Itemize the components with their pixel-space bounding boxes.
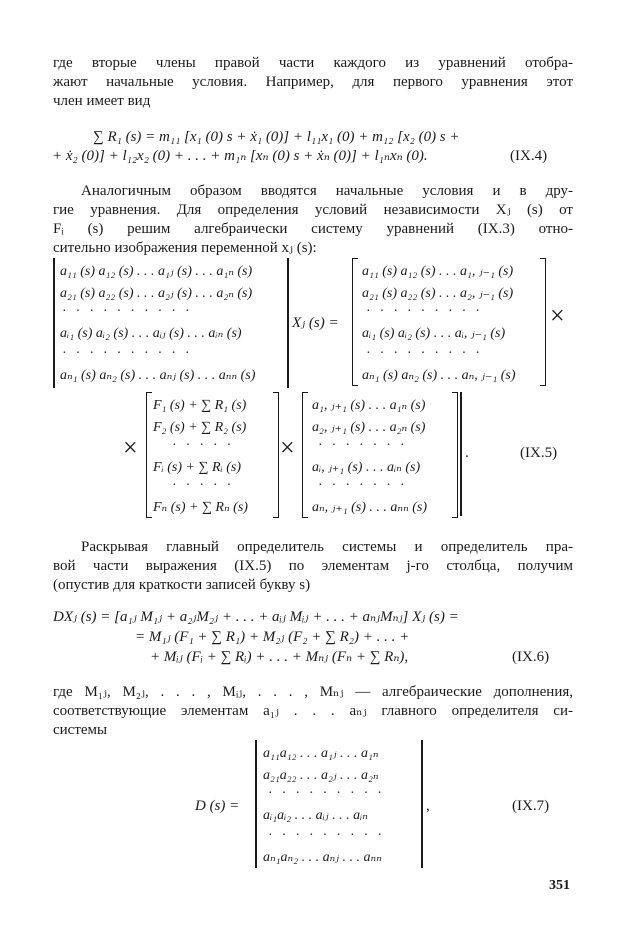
equation-number: (IX.4) <box>510 148 548 164</box>
text-line: сительно изображения переменной xⱼ (s): <box>53 240 317 256</box>
bracket-right <box>452 392 458 518</box>
text-line: гие уравнения. Для определения условий независимости Xⱼ (s) от <box>53 202 573 218</box>
matrix-dots-row: ······· <box>318 438 414 453</box>
matrix-row: aᵢ, ⱼ₊₁ (s) . . . aᵢₙ (s) <box>312 460 421 475</box>
determinant-bar-right <box>421 740 423 868</box>
paragraph-conditions <box>53 182 573 258</box>
equation-lhs: Xⱼ (s) = <box>292 315 339 331</box>
equation-number: (IX.7) <box>512 798 550 814</box>
matrix-row: a₂, ⱼ₊₁ (s) . . . a₂ₙ (s) <box>312 420 426 435</box>
equation-ix6-line1: DXⱼ (s) = [a₁ⱼ M₁ⱼ + a₂ⱼM₂ⱼ + . . . + aᵢⱼ Mᵢⱼ + . . . + aₙⱼMₙⱼ] Xⱼ (s) = <box>53 609 459 625</box>
determinant-bar-left <box>255 740 257 868</box>
vector-row: Fᵢ (s) + ∑ Rᵢ (s) <box>153 460 242 475</box>
page-number: 351 <box>549 878 570 893</box>
matrix-dots-row: ········· <box>268 828 391 843</box>
equation-number: (IX.6) <box>512 649 550 665</box>
bracket-left <box>302 392 308 518</box>
matrix-dots-row: ········· <box>268 786 391 801</box>
bracket-right <box>273 392 279 518</box>
determinant-bar-left <box>53 258 55 388</box>
text-line: Аналогичным образом вводятся начальные условия и в дру- <box>81 183 573 199</box>
matrix-dots-row: ······· <box>318 478 414 493</box>
matrix-row: a₂₁ (s) a₂₂ (s) . . . a₂, ⱼ₋₁ (s) <box>362 286 514 301</box>
matrix-row: a₁₁ (s) a₁₂ (s) . . . a₁ⱼ (s) . . . a₁ₙ (s) <box>60 264 253 279</box>
matrix-row: aₙ, ⱼ₊₁ (s) . . . aₙₙ (s) <box>312 500 428 515</box>
matrix-row: aₙ₁ (s) aₙ₂ (s) . . . aₙ, ⱼ₋₁ (s) <box>362 368 516 383</box>
bracket-left <box>352 258 358 386</box>
matrix-dots-row: ·········· <box>62 346 199 361</box>
text-line: где M₁ⱼ, M₂ⱼ, . . . , Mᵢⱼ, . . . , Mₙⱼ — алгебраические дополнения, <box>53 684 573 700</box>
matrix-row: aᵢ₁ (s) aᵢ₂ (s) . . . aᵢ, ⱼ₋₁ (s) <box>362 326 506 341</box>
paragraph-cofactors <box>53 683 573 740</box>
matrix-dots-row: ····· <box>172 478 241 493</box>
text-line: жают начальные условия. Например, для первого уравнения этот <box>53 74 573 90</box>
bracket-left <box>146 392 152 518</box>
equation-ix4-line1: ∑ R₁ (s) = m₁₁ [x₁ (0) s + ẋ₁ (0)] + l₁₁x₁ (0) + m₁₂ [x₂ (0) s + <box>93 129 460 145</box>
period: . <box>465 445 469 461</box>
text-line: вой части выражения (IX.5) по элементам j-го столбца, получим <box>53 558 573 574</box>
text-line: соответствующие элементам a₁ⱼ . . . aₙⱼ главного определителя си- <box>53 703 573 719</box>
paragraph-expansion <box>53 538 573 595</box>
matrix-row: a₂₁a₂₂ . . . a₂ⱼ . . . a₂ₙ <box>263 768 379 783</box>
matrix-row: aᵢ₁ (s) aᵢ₂ (s) . . . aᵢⱼ (s) . . . aᵢₙ (s) <box>60 326 242 341</box>
text-line: (опустив для краткости записей букву s) <box>53 577 311 593</box>
matrix-row: a₁₁ (s) a₁₂ (s) . . . a₁, ⱼ₋₁ (s) <box>362 264 514 279</box>
text-line: системы <box>53 722 108 738</box>
equation-ix6-line3: + Mᵢⱼ (Fᵢ + ∑ Rᵢ) + . . . + Mₙⱼ (Fₙ + ∑ Rₙ), <box>150 649 409 665</box>
matrix-row: aₙ₁aₙ₂ . . . aₙⱼ . . . aₙₙ <box>263 850 382 865</box>
matrix-row: a₁, ⱼ₊₁ (s) . . . a₁ₙ (s) <box>312 398 426 413</box>
text-line: член имеет вид <box>53 93 151 109</box>
equation-ix4-line2: + ẋ₂ (0)] + l₁₂x₂ (0) + . . . + m₁ₙ [xₙ (0) s + ẋₙ (0)] + l₁ₙxₙ (0). <box>52 148 428 164</box>
matrix-row: a₁₁a₁₂ . . . a₁ⱼ . . . a₁ₙ <box>263 746 379 761</box>
equation-comma: , <box>426 798 430 814</box>
matrix-dots-row: ········· <box>366 304 489 319</box>
matrix-row: aₙ₁ (s) aₙ₂ (s) . . . aₙⱼ (s) . . . aₙₙ (s) <box>60 368 256 383</box>
matrix-row: aᵢ₁aᵢ₂ . . . aᵢⱼ . . . aᵢₙ <box>263 808 368 823</box>
determinant-bar-right <box>287 258 289 388</box>
determinant-bar-right <box>460 392 462 516</box>
matrix-dots-row: ········· <box>366 346 489 361</box>
equation-ix6-line2: = M₁ⱼ (F₁ + ∑ R₁) + M₂ⱼ (F₂ + ∑ R₂) + . . . + <box>135 629 410 645</box>
vector-row: F₁ (s) + ∑ R₁ (s) <box>153 398 247 413</box>
text-line: где вторые члены правой части каждого из уравнений отобра- <box>53 55 573 71</box>
vector-row: Fₙ (s) + ∑ Rₙ (s) <box>153 500 248 515</box>
times-sign: × <box>123 433 138 462</box>
paragraph-intro <box>53 54 573 111</box>
text-line: Раскрывая главный определитель системы и определитель пра- <box>81 539 573 555</box>
text-line: Fᵢ (s) решим алгебраически систему уравнений (IX.3) отно- <box>53 221 573 237</box>
vector-row: F₂ (s) + ∑ R₂ (s) <box>153 420 247 435</box>
matrix-dots-row: ····· <box>172 438 241 453</box>
equation-number: (IX.5) <box>520 445 558 461</box>
bracket-right <box>540 258 546 386</box>
matrix-row: a₂₁ (s) a₂₂ (s) . . . a₂ⱼ (s) . . . a₂ₙ (s) <box>60 286 253 301</box>
times-sign: × <box>550 301 565 330</box>
times-sign: × <box>280 433 295 462</box>
equation-lhs: D (s) = <box>195 798 240 814</box>
matrix-dots-row: ·········· <box>62 304 199 319</box>
